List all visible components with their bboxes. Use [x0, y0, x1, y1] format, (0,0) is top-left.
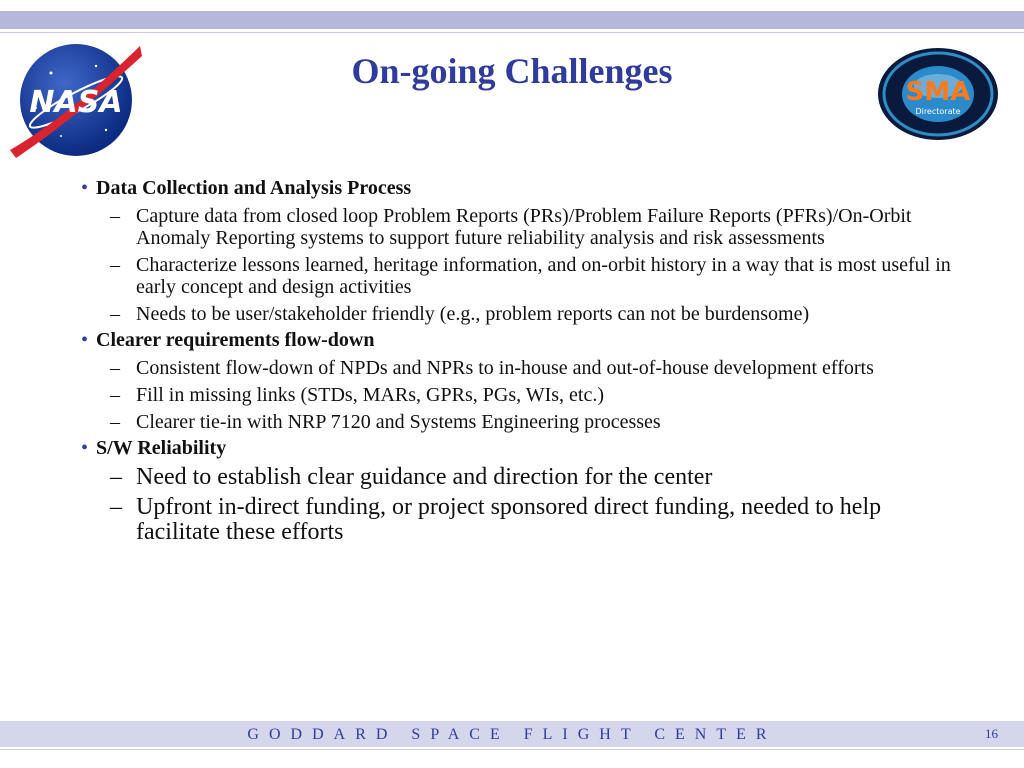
list-item-text: Capture data from closed loop Problem Reports (PRs)/Problem Failure Reports (PFRs)/On-Orbit Anomaly Reporting systems to support future reliability analysis and risk assessments: [136, 205, 912, 249]
list-item-text: Clearer tie-in with NRP 7120 and Systems Engineering processes: [136, 411, 661, 433]
list-item: [80, 465, 960, 490]
slide-content: [80, 173, 960, 545]
section-heading: [80, 176, 960, 200]
section-heading: [80, 436, 960, 460]
bullet-icon: •: [81, 329, 89, 351]
list-item-text: Need to establish clear guidance and direction for the center: [136, 464, 713, 490]
list-item: [80, 205, 960, 249]
dash-icon: –: [110, 205, 120, 227]
bullet-icon: •: [81, 437, 89, 459]
list-item-text: Characterize lessons learned, heritage information, and on-orbit history in a way that is most useful in early concept and design activities: [136, 254, 951, 298]
section-heading: [80, 328, 960, 352]
list-item: [80, 411, 960, 433]
list-item: [80, 384, 960, 406]
list-item-text: Upfront in-direct funding, or project sponsored direct funding, needed to help facilitate these efforts: [136, 494, 882, 545]
section-heading-text: S/W Reliability: [96, 437, 227, 459]
section-heading-text: Clearer requirements flow-down: [96, 329, 375, 351]
footer-text: GODDARD SPACE FLIGHT CENTER: [247, 726, 777, 743]
dash-icon: –: [110, 494, 122, 520]
list-item: [80, 303, 960, 325]
dash-icon: –: [110, 384, 120, 406]
sma-logo: [876, 46, 1000, 142]
top-divider: [0, 32, 1024, 33]
list-item-text: Consistent flow-down of NPDs and NPRs to in-house and out-of-house development efforts: [136, 357, 874, 379]
section-heading-text: Data Collection and Analysis Process: [96, 177, 412, 199]
sma-logo-text: SMA: [905, 77, 971, 107]
dash-icon: –: [110, 464, 122, 490]
list-item: [80, 357, 960, 379]
page-number: 16: [985, 726, 998, 741]
dash-icon: –: [110, 357, 120, 379]
top-band: [0, 11, 1024, 29]
dash-icon: –: [110, 303, 120, 325]
list-item-text: Fill in missing links (STDs, MARs, GPRs, PGs, WIs, etc.): [136, 384, 605, 406]
nasa-logo: [6, 38, 142, 160]
list-item-text: Needs to be user/stakeholder friendly (e.g., problem reports can not be burdensome): [136, 303, 810, 325]
footer-divider: [0, 749, 1024, 750]
list-item: [80, 254, 960, 298]
bullet-icon: •: [81, 177, 89, 199]
dash-icon: –: [110, 254, 120, 276]
dash-icon: –: [110, 411, 120, 433]
nasa-logo-text: NASA: [29, 85, 123, 120]
sma-logo-subtext: Directorate: [915, 107, 961, 116]
list-item: [80, 495, 960, 545]
slide-title: On-going Challenges: [351, 51, 673, 91]
